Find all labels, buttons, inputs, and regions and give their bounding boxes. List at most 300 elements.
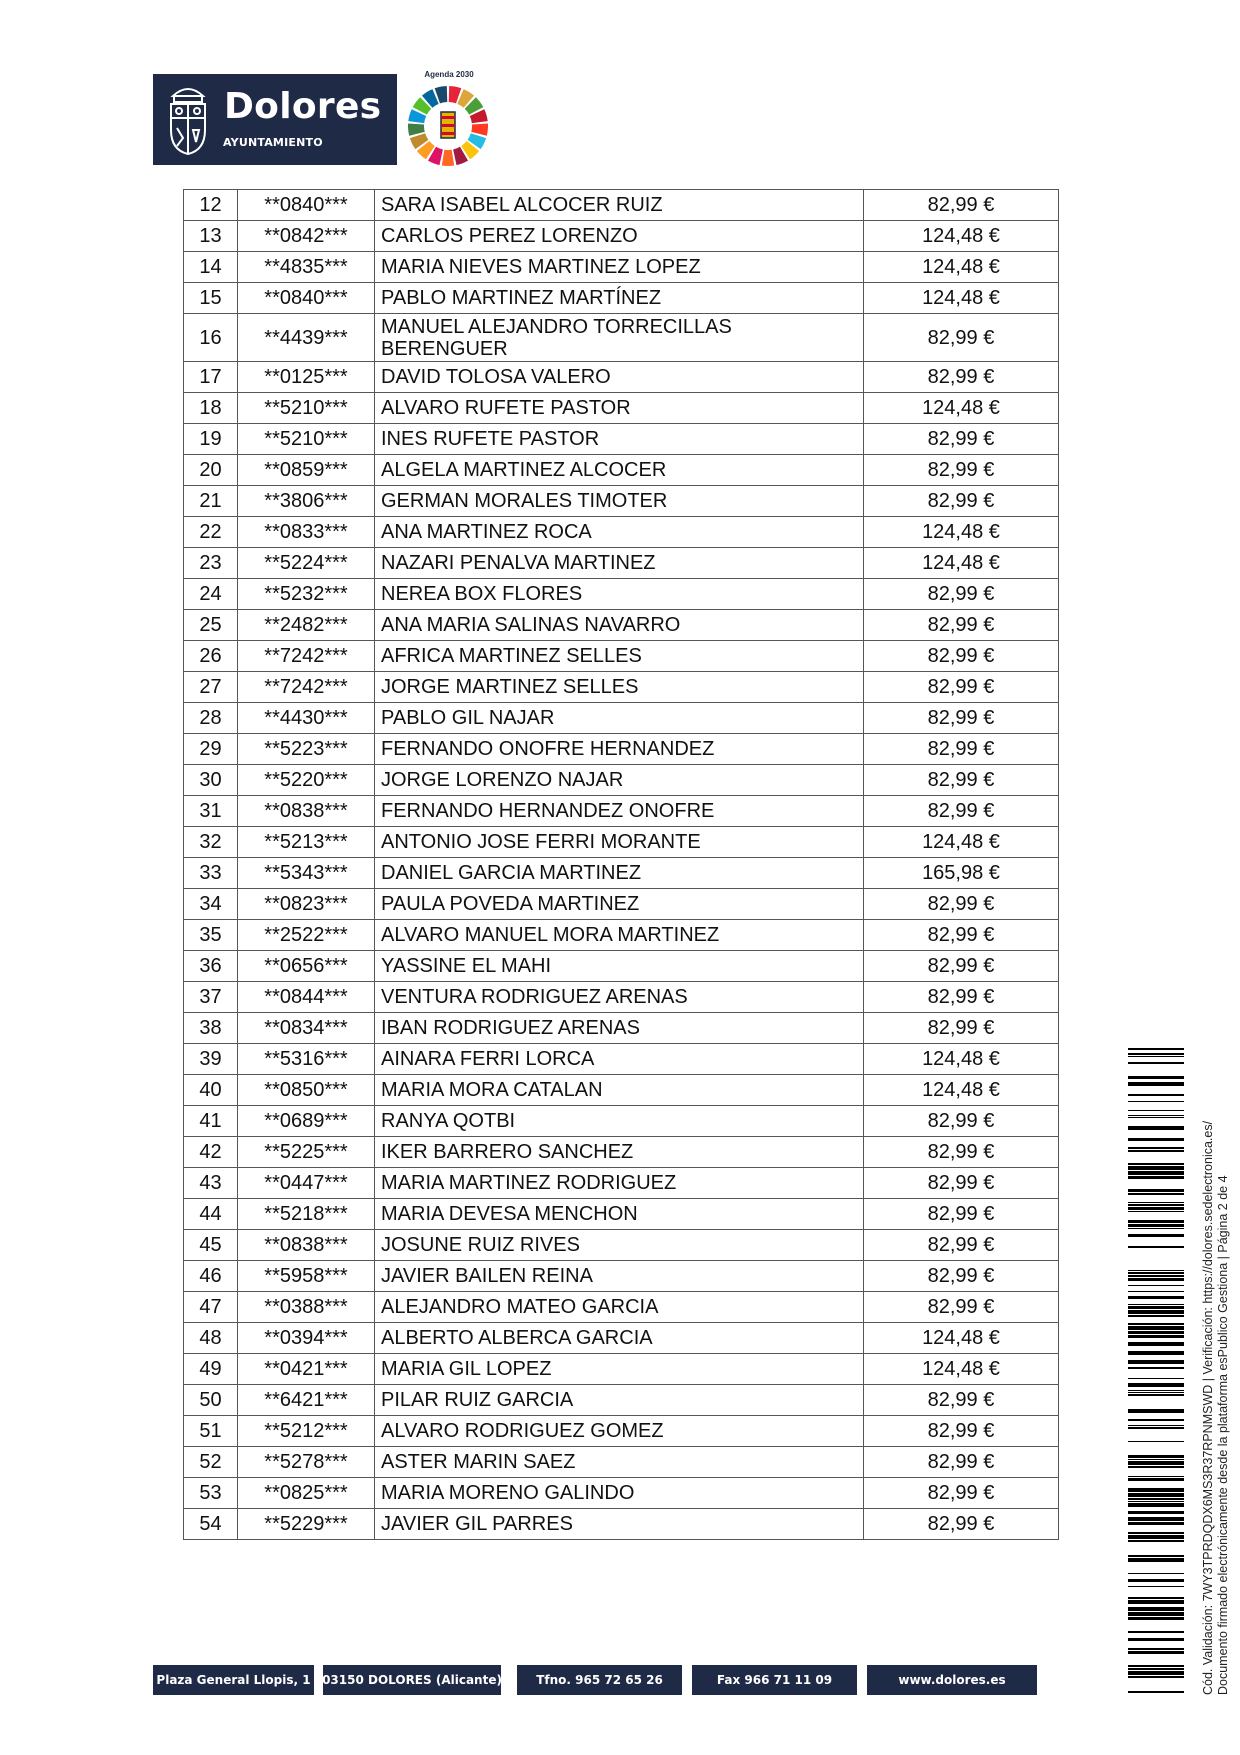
table-row	[184, 641, 1059, 672]
row-number: 24	[184, 579, 238, 610]
barcode-bar	[1128, 1392, 1184, 1393]
row-id: **5958***	[238, 1261, 375, 1292]
row-amount: 82,99 €	[864, 190, 1059, 221]
row-name: PABLO MARTINEZ MARTÍNEZ	[375, 283, 864, 314]
barcode-bar	[1128, 1228, 1184, 1229]
row-number: 51	[184, 1416, 238, 1447]
row-name: IKER BARRERO SANCHEZ	[375, 1137, 864, 1168]
row-id: **4430***	[238, 703, 375, 734]
row-amount: 82,99 €	[864, 889, 1059, 920]
table-row	[184, 610, 1059, 641]
row-id: **5210***	[238, 424, 375, 455]
barcode-bar	[1128, 1517, 1184, 1521]
row-name: INES RUFETE PASTOR	[375, 424, 864, 455]
row-name: SARA ISABEL ALCOCER RUIZ	[375, 190, 864, 221]
table-row	[184, 221, 1059, 252]
row-number: 44	[184, 1199, 238, 1230]
row-amount: 82,99 €	[864, 1230, 1059, 1261]
row-name: PAULA POVEDA MARTINEZ	[375, 889, 864, 920]
barcode-bar	[1128, 1048, 1184, 1050]
row-id: **5225***	[238, 1137, 375, 1168]
agenda-label: Agenda 2030	[424, 70, 474, 79]
table-row	[184, 486, 1059, 517]
row-name: GERMAN MORALES TIMOTER	[375, 486, 864, 517]
footer-website-link[interactable]: www.dolores.es	[867, 1665, 1037, 1695]
row-amount: 165,98 €	[864, 858, 1059, 889]
row-amount: 82,99 €	[864, 982, 1059, 1013]
row-id: **5212***	[238, 1416, 375, 1447]
row-name: JAVIER BAILEN REINA	[375, 1261, 864, 1292]
barcode-bar	[1128, 1540, 1184, 1542]
row-amount: 82,99 €	[864, 1292, 1059, 1323]
row-number: 48	[184, 1323, 238, 1354]
row-number: 47	[184, 1292, 238, 1323]
barcode-bar	[1128, 1272, 1184, 1274]
row-amount: 82,99 €	[864, 1106, 1059, 1137]
barcode-bar	[1128, 1166, 1184, 1170]
brand-title: Dolores	[224, 86, 382, 127]
footer-city: 03150 DOLORES (Alicante)	[323, 1665, 501, 1695]
barcode-bar	[1128, 1275, 1184, 1277]
barcode-bar	[1128, 1476, 1184, 1477]
table-row	[184, 796, 1059, 827]
barcode-bar	[1128, 1150, 1184, 1152]
row-amount: 82,99 €	[864, 1137, 1059, 1168]
row-name: IBAN RODRIGUEZ ARENAS	[375, 1013, 864, 1044]
row-id: **0840***	[238, 190, 375, 221]
table-row	[184, 1261, 1059, 1292]
barcode-bar	[1128, 1419, 1184, 1421]
table-row	[184, 1137, 1059, 1168]
table-row	[184, 1075, 1059, 1106]
barcode-bar	[1128, 1082, 1184, 1086]
sdg-segment	[471, 124, 488, 136]
row-number: 27	[184, 672, 238, 703]
table-row	[184, 827, 1059, 858]
barcode-bar	[1128, 1138, 1184, 1141]
barcode-bar	[1128, 1488, 1184, 1492]
row-number: 36	[184, 951, 238, 982]
barcode-bar	[1128, 1631, 1184, 1633]
row-name: ALVARO RUFETE PASTOR	[375, 393, 864, 424]
row-name: ANA MARIA SALINAS NAVARRO	[375, 610, 864, 641]
row-id: **0388***	[238, 1292, 375, 1323]
row-name: VENTURA RODRIGUEZ ARENAS	[375, 982, 864, 1013]
barcode-bar	[1128, 1522, 1184, 1525]
row-id: **0834***	[238, 1013, 375, 1044]
row-id: **0859***	[238, 455, 375, 486]
barcode-bar	[1128, 1612, 1184, 1616]
row-name: MARIA DEVESA MENCHON	[375, 1199, 864, 1230]
barcode-bar	[1128, 1234, 1184, 1237]
row-id: **5223***	[238, 734, 375, 765]
row-amount: 124,48 €	[864, 1354, 1059, 1385]
barcode-bar	[1128, 1193, 1184, 1195]
row-id: **0840***	[238, 283, 375, 314]
table-row	[184, 920, 1059, 951]
row-amount: 82,99 €	[864, 703, 1059, 734]
row-name: ALBERTO ALBERCA GARCIA	[375, 1323, 864, 1354]
row-amount: 82,99 €	[864, 362, 1059, 393]
barcode-bar	[1128, 1676, 1184, 1678]
row-name: AINARA FERRI LORCA	[375, 1044, 864, 1075]
table-row	[184, 1354, 1059, 1385]
table-row	[184, 1478, 1059, 1509]
row-amount: 82,99 €	[864, 1013, 1059, 1044]
table-row	[184, 424, 1059, 455]
barcode-bar	[1128, 1115, 1184, 1116]
table-row	[184, 283, 1059, 314]
row-number: 45	[184, 1230, 238, 1261]
barcode-bar	[1128, 1555, 1184, 1557]
row-name: JORGE MARTINEZ SELLES	[375, 672, 864, 703]
barcode-bar	[1128, 1306, 1184, 1309]
barcode-bar	[1128, 1478, 1184, 1481]
table-row	[184, 1416, 1059, 1447]
barcode-bar	[1128, 1189, 1184, 1192]
row-number: 25	[184, 610, 238, 641]
barcode-bar	[1128, 1224, 1184, 1227]
barcode-bar	[1128, 1503, 1184, 1507]
barcode-bar	[1128, 1304, 1184, 1305]
row-id: **5343***	[238, 858, 375, 889]
verification-text	[1201, 1045, 1231, 1695]
barcode-bar	[1128, 1176, 1184, 1179]
table-row	[184, 579, 1059, 610]
barcode-bar	[1128, 1535, 1184, 1539]
barcode-bar	[1128, 1671, 1184, 1675]
table-row	[184, 734, 1059, 765]
row-number: 18	[184, 393, 238, 424]
barcode-bar	[1128, 1117, 1184, 1118]
row-id: **5220***	[238, 765, 375, 796]
row-name: RANYA QOTBI	[375, 1106, 864, 1137]
table-row	[184, 517, 1059, 548]
row-amount: 82,99 €	[864, 1416, 1059, 1447]
row-id: **0823***	[238, 889, 375, 920]
barcode-bar	[1128, 1285, 1184, 1286]
barcode-bar	[1128, 1291, 1184, 1292]
beneficiaries-table	[183, 189, 1059, 1540]
table-row	[184, 1168, 1059, 1199]
barcode-bar	[1128, 1425, 1184, 1426]
row-number: 43	[184, 1168, 238, 1199]
row-number: 53	[184, 1478, 238, 1509]
row-amount: 82,99 €	[864, 1261, 1059, 1292]
row-amount: 124,48 €	[864, 517, 1059, 548]
row-name: AFRICA MARTINEZ SELLES	[375, 641, 864, 672]
row-id: **5278***	[238, 1447, 375, 1478]
signature-line: Documento firmado electrónicamente desde la plataforma esPublico Gestiona | Página 2 de 4	[1216, 1175, 1230, 1695]
barcode-bar	[1128, 1076, 1184, 1079]
row-id: **0689***	[238, 1106, 375, 1137]
row-number: 37	[184, 982, 238, 1013]
row-amount: 82,99 €	[864, 1509, 1059, 1540]
row-amount: 82,99 €	[864, 734, 1059, 765]
barcode-bar	[1128, 1056, 1184, 1057]
row-number: 29	[184, 734, 238, 765]
row-amount: 82,99 €	[864, 765, 1059, 796]
emblem-stripe	[441, 124, 455, 127]
row-number: 49	[184, 1354, 238, 1385]
brand-subtitle: AYUNTAMIENTO	[223, 136, 323, 149]
row-amount: 82,99 €	[864, 920, 1059, 951]
row-amount: 82,99 €	[864, 314, 1059, 362]
barcode-bar	[1128, 1461, 1184, 1465]
row-amount: 82,99 €	[864, 672, 1059, 703]
row-name: CARLOS PEREZ LORENZO	[375, 221, 864, 252]
row-id: **5213***	[238, 827, 375, 858]
row-name: PABLO GIL NAJAR	[375, 703, 864, 734]
row-id: **0394***	[238, 1323, 375, 1354]
barcode-bar	[1128, 1207, 1184, 1210]
barcode-bar	[1128, 1126, 1184, 1130]
barcode-bar	[1128, 1607, 1184, 1611]
row-amount: 124,48 €	[864, 548, 1059, 579]
row-amount: 82,99 €	[864, 424, 1059, 455]
row-number: 40	[184, 1075, 238, 1106]
row-id: **0844***	[238, 982, 375, 1013]
row-number: 13	[184, 221, 238, 252]
row-id: **4835***	[238, 252, 375, 283]
barcode-bar	[1128, 1383, 1184, 1387]
row-number: 28	[184, 703, 238, 734]
barcode-bar	[1128, 1278, 1184, 1281]
barcode-bar	[1128, 1459, 1184, 1460]
row-id: **4439***	[238, 314, 375, 362]
table-row	[184, 314, 1059, 362]
barcode-bar	[1128, 1220, 1184, 1223]
row-number: 21	[184, 486, 238, 517]
row-amount: 82,99 €	[864, 486, 1059, 517]
row-id: **3806***	[238, 486, 375, 517]
barcode-bar	[1128, 1323, 1184, 1325]
table-row	[184, 1013, 1059, 1044]
row-id: **0850***	[238, 1075, 375, 1106]
row-name: ALVARO RODRIGUEZ GOMEZ	[375, 1416, 864, 1447]
barcode-bar	[1128, 1498, 1184, 1500]
barcode-bar	[1128, 1427, 1184, 1429]
row-amount: 124,48 €	[864, 827, 1059, 858]
row-amount: 82,99 €	[864, 1168, 1059, 1199]
row-number: 34	[184, 889, 238, 920]
row-amount: 82,99 €	[864, 455, 1059, 486]
row-amount: 82,99 €	[864, 951, 1059, 982]
row-number: 31	[184, 796, 238, 827]
row-id: **0838***	[238, 796, 375, 827]
barcode-bar	[1128, 1501, 1184, 1502]
barcode-bar	[1128, 1579, 1184, 1582]
row-name: MARIA NIEVES MARTINEZ LOPEZ	[375, 252, 864, 283]
row-name: JAVIER GIL PARRES	[375, 1509, 864, 1540]
row-number: 39	[184, 1044, 238, 1075]
barcode-bar	[1128, 1246, 1184, 1248]
table-row	[184, 951, 1059, 982]
barcode-bar	[1128, 1597, 1184, 1599]
row-amount: 82,99 €	[864, 1478, 1059, 1509]
row-number: 14	[184, 252, 238, 283]
row-name: MARIA MORENO GALINDO	[375, 1478, 864, 1509]
row-id: **0421***	[238, 1354, 375, 1385]
footer-fax: Fax 966 71 11 09	[692, 1665, 857, 1695]
row-amount: 82,99 €	[864, 579, 1059, 610]
table-row	[184, 982, 1059, 1013]
row-id: **5229***	[238, 1509, 375, 1540]
row-number: 33	[184, 858, 238, 889]
barcode-bar	[1128, 1586, 1184, 1587]
barcode-bar	[1128, 1094, 1184, 1096]
row-id: **2522***	[238, 920, 375, 951]
row-amount: 124,48 €	[864, 1044, 1059, 1075]
barcode-bar	[1128, 1101, 1184, 1102]
row-amount: 82,99 €	[864, 1199, 1059, 1230]
barcode-bar	[1128, 1360, 1184, 1364]
row-number: 19	[184, 424, 238, 455]
barcode-bar	[1128, 1573, 1184, 1574]
barcode-bar	[1128, 1335, 1184, 1338]
row-name: ALGELA MARTINEZ ALCOCER	[375, 455, 864, 486]
table-row	[184, 362, 1059, 393]
table-row	[184, 393, 1059, 424]
barcode-bar	[1128, 1617, 1184, 1620]
barcode-bar	[1128, 1211, 1184, 1212]
barcode-bar	[1128, 1204, 1184, 1206]
row-name: DAVID TOLOSA VALERO	[375, 362, 864, 393]
table-row	[184, 858, 1059, 889]
row-amount: 124,48 €	[864, 252, 1059, 283]
coat-of-arms-icon	[163, 80, 213, 158]
row-name: MARIA MARTINEZ RODRIGUEZ	[375, 1168, 864, 1199]
row-id: **5224***	[238, 548, 375, 579]
row-amount: 82,99 €	[864, 1447, 1059, 1478]
row-name: YASSINE EL MAHI	[375, 951, 864, 982]
barcode-bar	[1128, 1691, 1184, 1693]
table-row	[184, 1106, 1059, 1137]
row-name: MARIA MORA CATALAN	[375, 1075, 864, 1106]
barcode-bar	[1128, 1511, 1184, 1514]
barcode-bar	[1128, 1668, 1184, 1670]
row-name: ANA MARTINEZ ROCA	[375, 517, 864, 548]
barcode-bar	[1128, 1651, 1184, 1654]
barcode-bar	[1128, 1310, 1184, 1314]
row-amount: 124,48 €	[864, 221, 1059, 252]
row-number: 41	[184, 1106, 238, 1137]
barcode-bar	[1128, 1648, 1184, 1650]
row-id: **2482***	[238, 610, 375, 641]
row-id: **5232***	[238, 579, 375, 610]
row-id: **0125***	[238, 362, 375, 393]
row-name: FERNANDO HERNANDEZ ONOFRE	[375, 796, 864, 827]
footer-address: Plaza General Llopis, 1	[153, 1665, 314, 1695]
barcode-bar	[1128, 1163, 1184, 1165]
barcode-bar	[1128, 1455, 1184, 1458]
table-row	[184, 1323, 1059, 1354]
emblem-stripe	[441, 132, 455, 135]
barcode-bar	[1128, 1600, 1184, 1604]
row-amount: 124,48 €	[864, 283, 1059, 314]
row-id: **7242***	[238, 672, 375, 703]
barcode-bar	[1128, 1394, 1184, 1396]
barcode-bar	[1128, 1315, 1184, 1317]
barcode-bar	[1128, 1110, 1184, 1111]
row-number: 52	[184, 1447, 238, 1478]
row-number: 26	[184, 641, 238, 672]
row-amount: 124,48 €	[864, 1075, 1059, 1106]
row-number: 38	[184, 1013, 238, 1044]
row-number: 15	[184, 283, 238, 314]
agenda-2030-logo	[402, 70, 494, 170]
barcode-bar	[1128, 1390, 1184, 1391]
row-name: ALEJANDRO MATEO GARCIA	[375, 1292, 864, 1323]
barcode-bar	[1128, 1331, 1184, 1334]
barcode-bar	[1128, 1171, 1184, 1175]
row-id: **5316***	[238, 1044, 375, 1075]
row-name: ASTER MARIN SAEZ	[375, 1447, 864, 1478]
row-name: MANUEL ALEJANDRO TORRECILLAS BERENGUER	[375, 314, 864, 362]
row-number: 12	[184, 190, 238, 221]
row-number: 22	[184, 517, 238, 548]
barcode-bar	[1128, 1638, 1184, 1641]
row-id: **5210***	[238, 393, 375, 424]
barcode-bar	[1128, 1441, 1184, 1442]
row-id: **0838***	[238, 1230, 375, 1261]
row-amount: 82,99 €	[864, 610, 1059, 641]
sdg-segment	[408, 124, 425, 136]
row-number: 30	[184, 765, 238, 796]
row-name: NAZARI PENALVA MARTINEZ	[375, 548, 864, 579]
barcode-bar	[1128, 1342, 1184, 1346]
table-row	[184, 1509, 1059, 1540]
barcode-bar	[1128, 1367, 1184, 1369]
table-row	[184, 190, 1059, 221]
row-id: **5218***	[238, 1199, 375, 1230]
table-row	[184, 1230, 1059, 1261]
barcode-bar	[1128, 1202, 1184, 1203]
table-row	[184, 1199, 1059, 1230]
row-number: 42	[184, 1137, 238, 1168]
row-name: DANIEL GARCIA MARTINEZ	[375, 858, 864, 889]
row-number: 46	[184, 1261, 238, 1292]
barcode-bar	[1128, 1378, 1184, 1379]
barcode-bar	[1128, 1351, 1184, 1355]
row-number: 16	[184, 314, 238, 362]
table-row	[184, 1292, 1059, 1323]
table-row	[184, 672, 1059, 703]
barcode-bar	[1128, 1062, 1184, 1064]
barcode	[1128, 1048, 1184, 1693]
row-number: 20	[184, 455, 238, 486]
row-id: **0447***	[238, 1168, 375, 1199]
row-name: NEREA BOX FLORES	[375, 579, 864, 610]
municipality-logo	[153, 74, 397, 165]
row-amount: 82,99 €	[864, 641, 1059, 672]
row-amount: 82,99 €	[864, 1385, 1059, 1416]
barcode-bar	[1128, 1493, 1184, 1497]
table-row	[184, 1447, 1059, 1478]
row-amount: 124,48 €	[864, 393, 1059, 424]
table-row	[184, 1044, 1059, 1075]
row-number: 35	[184, 920, 238, 951]
barcode-bar	[1128, 1665, 1184, 1667]
row-id: **0825***	[238, 1478, 375, 1509]
table-row	[184, 889, 1059, 920]
table-row	[184, 1385, 1059, 1416]
table-row	[184, 765, 1059, 796]
row-id: **0656***	[238, 951, 375, 982]
row-name: ALVARO MANUEL MORA MARTINEZ	[375, 920, 864, 951]
row-name: FERNANDO ONOFRE HERNANDEZ	[375, 734, 864, 765]
row-number: 23	[184, 548, 238, 579]
